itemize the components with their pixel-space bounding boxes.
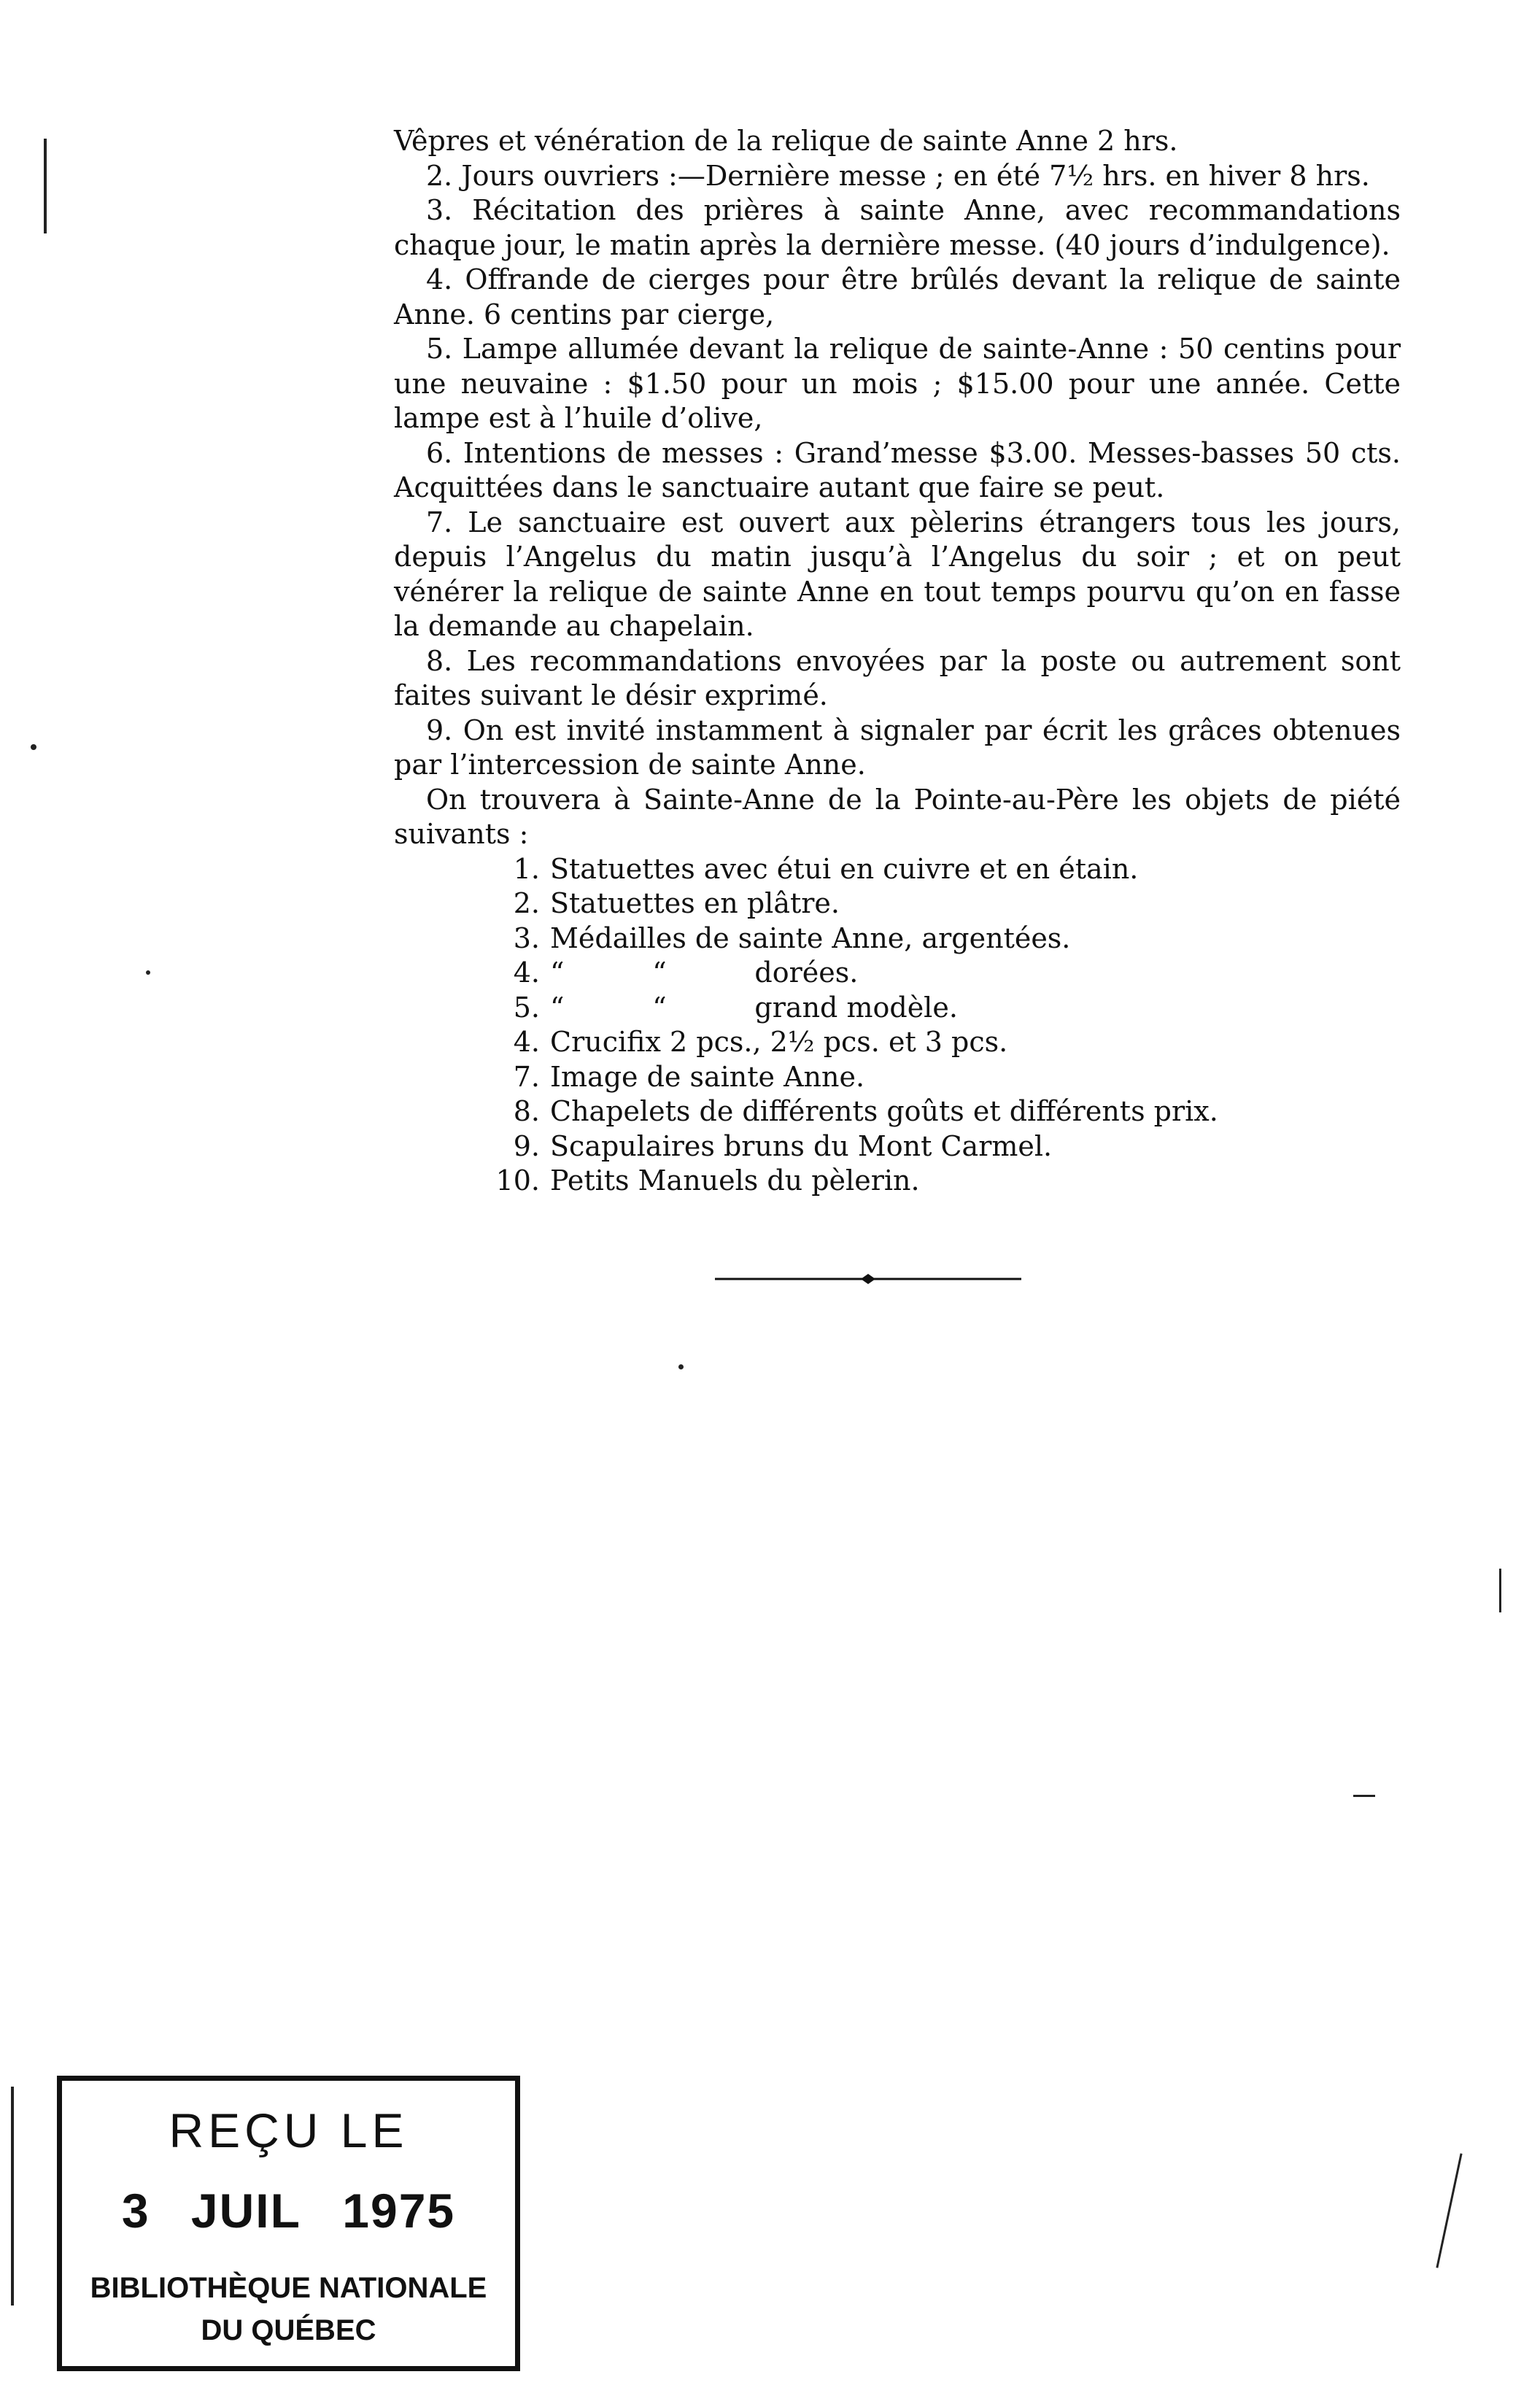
scan-speck xyxy=(1353,1795,1375,1797)
list-item-number: 7. xyxy=(513,1060,540,1093)
stamp-title: REÇU LE xyxy=(169,2103,409,2157)
list-item-number: 4. xyxy=(513,1026,540,1058)
scan-speck xyxy=(678,1364,684,1369)
list-item-number: 4. xyxy=(513,956,540,989)
list-item-text: Image de sainte Anne. xyxy=(550,1060,865,1093)
stamp-month: JUIL xyxy=(190,2184,301,2238)
paragraph-3: 3. Récitation des prières à sainte Anne, avec recommandations chaque jour, le matin après la dernière messe. (40 jours d’indulgence). xyxy=(394,194,1401,261)
document-body xyxy=(394,124,1401,1199)
scan-speck xyxy=(1499,1569,1501,1612)
paragraph-5: 5. Lampe allumée devant la relique de sainte-Anne : 50 centins pour une neuvaine : $1.50 pour un mois ; $15.00 pour une année. Cette lampe est à l’huile d’olive, xyxy=(394,333,1401,434)
section-divider xyxy=(715,1269,1021,1288)
paragraph-vespers: Vêpres et vénération de la relique de sainte Anne 2 hrs. xyxy=(394,125,1178,157)
scan-speck xyxy=(31,744,36,750)
list-item xyxy=(481,1164,1401,1199)
stamp-org-line1: BIBLIOTHÈQUE NATIONALE xyxy=(90,2272,487,2304)
list-item-number: 9. xyxy=(513,1129,540,1162)
paragraph-4: 4. Offrande de cierges pour être brûlés devant la relique de sainte Anne. 6 centins par cierge, xyxy=(394,263,1401,331)
scan-speck xyxy=(146,970,150,975)
stamp-day: 3 xyxy=(121,2184,150,2238)
list-item-number: 5. xyxy=(513,991,540,1024)
list-item-text: Statuettes avec étui en cuivre et en étain. xyxy=(550,852,1139,885)
list-item xyxy=(481,956,1401,991)
scan-speck xyxy=(44,139,47,233)
list-item-text: Scapulaires bruns du Mont Carmel. xyxy=(550,1129,1053,1162)
stamp-year: 1975 xyxy=(342,2184,456,2238)
stamp-org-line2: DU QUÉBEC xyxy=(201,2314,376,2346)
received-stamp xyxy=(57,2076,520,2371)
objects-list xyxy=(394,852,1401,1199)
list-item xyxy=(481,1060,1401,1095)
list-item xyxy=(481,852,1401,887)
list-item xyxy=(481,1129,1401,1164)
stamp-date xyxy=(62,2183,515,2238)
paragraph-9: 9. On est invité instamment à signaler par écrit les grâces obtenues par l’intercession de sainte Anne. xyxy=(394,714,1401,781)
paragraph-8: 8. Les recommandations envoyées par la poste ou autrement sont faites suivant le désir exprimé. xyxy=(394,644,1401,711)
scan-speck xyxy=(1436,2153,1462,2268)
list-item-number: 3. xyxy=(513,921,540,954)
list-item-text: Crucifix 2 pcs., 2½ pcs. et 3 pcs. xyxy=(550,1026,1008,1058)
list-item-number: 2. xyxy=(513,887,540,919)
list-item-text: Statuettes en plâtre. xyxy=(550,887,840,919)
list-item-text: Chapelets de différents goûts et différents prix. xyxy=(550,1095,1218,1127)
list-item xyxy=(481,921,1401,956)
list-item-number: 1. xyxy=(513,852,540,885)
list-item xyxy=(481,1094,1401,1129)
list-item-number: 10. xyxy=(495,1164,540,1197)
list-item-text: Médailles de sainte Anne, argentées. xyxy=(550,921,1071,954)
list-item-text: “ “ grand modèle. xyxy=(550,991,958,1024)
list-item-number: 8. xyxy=(513,1095,540,1127)
paragraph-6: 6. Intentions de messes : Grand’messe $3.00. Messes-basses 50 cts. Acquittées dans le sanctuaire autant que faire se peut. xyxy=(394,436,1401,503)
paragraph-2: 2. Jours ouvriers :—Dernière messe ; en été 7½ hrs. en hiver 8 hrs. xyxy=(426,159,1370,192)
scan-speck xyxy=(11,2087,14,2306)
paragraph-7: 7. Le sanctuaire est ouvert aux pèlerins étrangers tous les jours, depuis l’Angelus du matin jusqu’à l’Angelus du soir ; et on peut vénérer la relique de sainte Anne en tout temps pourvu qu’on en fasse la demande au chapelain. xyxy=(394,506,1401,642)
list-item xyxy=(481,991,1401,1026)
list-item-text: “ “ dorées. xyxy=(550,956,859,989)
list-item xyxy=(481,1025,1401,1060)
paragraph-objects-intro: On trouvera à Sainte-Anne de la Pointe-au-Père les objets de piété suivants : xyxy=(394,783,1401,850)
list-item xyxy=(481,886,1401,921)
list-item-text: Petits Manuels du pèlerin. xyxy=(550,1164,920,1197)
